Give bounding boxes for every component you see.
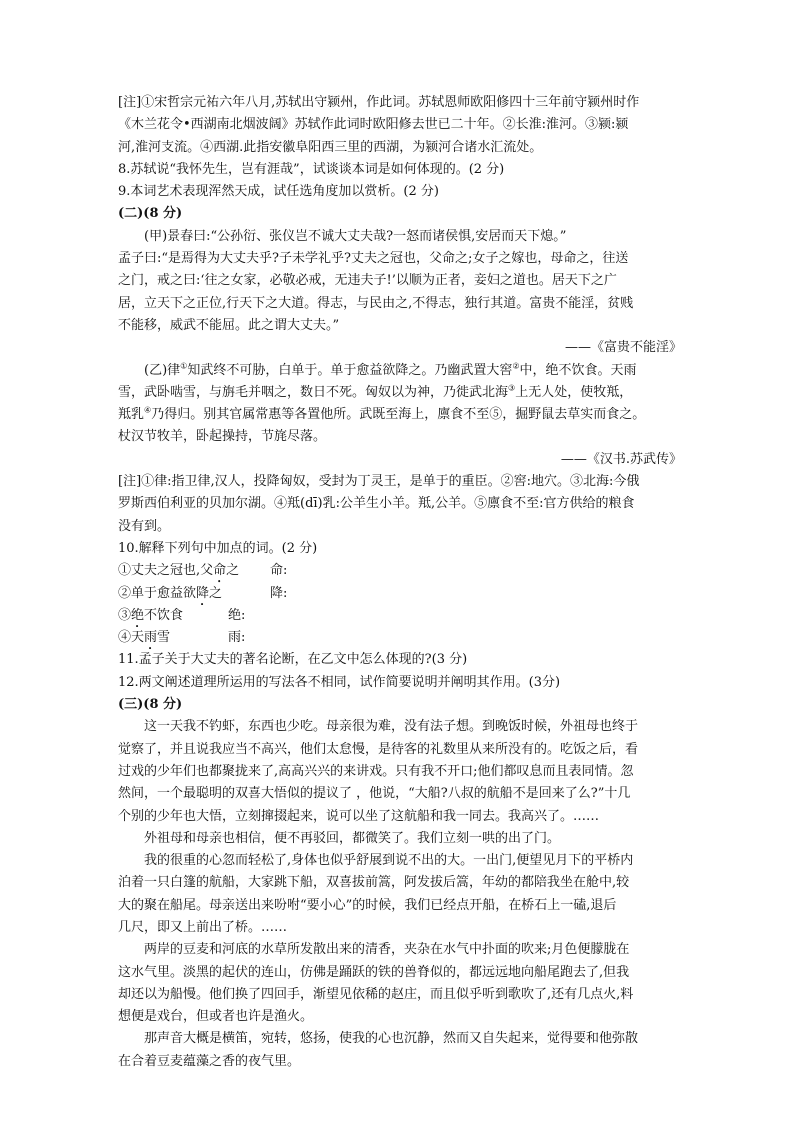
passage-3-line: 过戏的少年们也都聚拢来了,高高兴兴的来讲戏。只有我不开口;他们都叹息而且表同情。忽	[118, 763, 634, 779]
question-10-item: ②单于愈益欲降之 降:	[118, 585, 288, 601]
poem-note-line: [注]①宋哲宗元祐六年八月,苏轼出守颍州，作此词。苏轼恩师欧阳修四十三年前守颍州时作	[118, 95, 640, 110]
question-8: 8.苏轼说“我怀先生，岂有涯哉”，试谈谈本词是如何体现的。(2 分)	[118, 161, 505, 177]
passage-jia-line: 孟子曰:“是焉得为大丈夫乎?子未学礼乎?丈夫之冠也，父命之;女子之嫁也，母命之，往送	[118, 251, 629, 267]
passage-jia-line: 之门，戒之曰:‘往之女家，必敬必戒，无违夫子!’以顺为正者，妾妇之道也。居天下之广	[118, 273, 617, 289]
passage-yi-line: 雪，武卧啮雪，与旃毛并咽之，数日不死。匈奴以为神，乃徙武北海③上无人处，使牧羝，	[118, 383, 633, 400]
passage-note-line: 罗斯西伯利亚的贝加尔湖。④羝(dī)乳:公羊生小羊。羝,公羊。⑤廪食不至:官方供给的粮食	[118, 496, 635, 512]
passage-3-line: 这水气里。淡黑的起伏的连山，仿佛是踊跃的铁的兽脊似的，都远远地向船尾跑去了,但我	[118, 964, 630, 980]
passage-3-line: 几尺，即又上前出了桥。……	[118, 919, 288, 935]
passage-3-line: 大的聚在船尾。母亲送出来吩咐“要小心”的时候，我们已经点开船，在桥石上一磕,退后	[118, 897, 617, 913]
passage-3-line: 在合着豆麦蕴藻之香的夜气里。	[118, 1053, 301, 1069]
passage-yi-line: 羝乳④乃得归。别其官属常惠等各置他所。武既至海上，廪食不至⑤，掘野鼠去草实而食之。	[118, 405, 646, 423]
question-12: 12.两文阐述道理所运用的写法各不相同，试作简要说明并阐明其作用。(3分)	[118, 674, 561, 690]
passage-3-line: 那声音大概是横笛，宛转，悠扬，使我的心也沉静，然而又自失起来，觉得要和他弥散	[144, 1031, 639, 1047]
passage-note-line: 没有到。	[118, 518, 171, 534]
passage-jia-line: (甲)景春曰:“公孙衍、张仪岂不诚大丈夫哉?一怒而诸侯惧,安居而天下熄。”	[144, 228, 567, 244]
passage-3-line: 两岸的豆麦和河底的水草所发散出来的清香，夹杂在水气中扑面的吹来;月色便朦胧在	[144, 942, 630, 958]
question-11: 11.孟子关于大丈夫的著名论断，在乙文中怎么体现的?(3 分)	[118, 652, 468, 668]
passage-3-line: 外祖母和母亲也相信，便不再驳回，都微笑了。我们立刻一哄的出了门。	[144, 830, 561, 846]
poem-note-line: 河,淮河支流。④西湖.此指安徽阜阳西三里的西湖，为颍河合诸水汇流处。	[118, 139, 543, 155]
section-3-heading: (三)(8 分)	[118, 697, 183, 713]
passage-jia-line: 不能移，威武不能屈。此之谓大丈夫。”	[118, 317, 340, 333]
passage-3-line: 这一天我不钓虾，东西也少吃。母亲很为难，没有法子想。到晚饭时候，外祖母也终于	[144, 719, 639, 735]
passage-3-line: 个别的少年也大悟，立刻撺掇起来，说可以坐了这航船和我一同去。我高兴了。……	[118, 808, 600, 824]
section-2-heading: (二)(8 分)	[118, 206, 183, 222]
question-9: 9.本词艺术表现浑然天成，试任选角度加以赏析。(2 分)	[118, 184, 439, 200]
passage-3-line: 泊着一只白篷的航船，大家跳下船，双喜拔前篙，阿发拔后篙，年幼的都陪我坐在舱中,较	[118, 875, 630, 891]
passage-3-line: 却还以为船慢。他们换了四回手，渐望见依稀的赵庄，而且似乎听到歌吹了,还有几点火,料	[118, 986, 634, 1002]
passage-jia-line: 居，立天下之正位,行天下之大道。得志，与民由之,不得志，独行其道。富贵不能淫，贫贱	[118, 295, 634, 311]
exam-page	[118, 92, 688, 1073]
passage-3-line: 然间，一个最聪明的双喜大悟似的提议了 ，他说，“大船?八叔的航船不是回来了么?”十几	[118, 786, 631, 802]
passage-note-line: [注]①律:指卫律,汉人，投降匈奴，受封为丁灵王，是单于的重臣。②窖:地穴。③北海:今俄	[118, 474, 640, 490]
passage-3-line: 我的很重的心忽而轻松了,身体也似乎舒展到说不出的大。一出门,便望见月下的平桥内	[144, 853, 634, 869]
passage-3-line: 想便是戏台，但或者也许是渔火。	[118, 1009, 314, 1025]
question-10-item: ①丈夫之冠也,父命之 命:	[118, 563, 288, 579]
question-10-item: ③绝不饮食 绝:	[118, 607, 246, 623]
question-10-item: ④天雨雪 雨:	[118, 630, 246, 646]
passage-yi-source: ——《汉书.苏武传》	[560, 451, 682, 467]
passage-3-line: 觉察了，并且说我应当不高兴，他们太怠慢，是待客的礼数里从来所没有的。吃饭之后，看	[118, 741, 639, 757]
poem-note-line: 《木兰花令•西湖南北烟波阔》苏轼作此词时欧阳修去世已二十年。②长淮:淮河。③颍:颍	[118, 117, 629, 133]
passage-jia-source: ——《富贵不能淫》	[564, 340, 682, 356]
question-10: 10.解释下列句中加点的词。(2 分)	[118, 540, 318, 556]
passage-yi-line: (乙)律①知武终不可胁，白单于。单于愈益欲降之。乃幽武置大窖②中，绝不饮食。天雨	[144, 361, 637, 378]
passage-yi-line: 杖汉节牧羊，卧起操持，节旄尽落。	[118, 429, 327, 445]
